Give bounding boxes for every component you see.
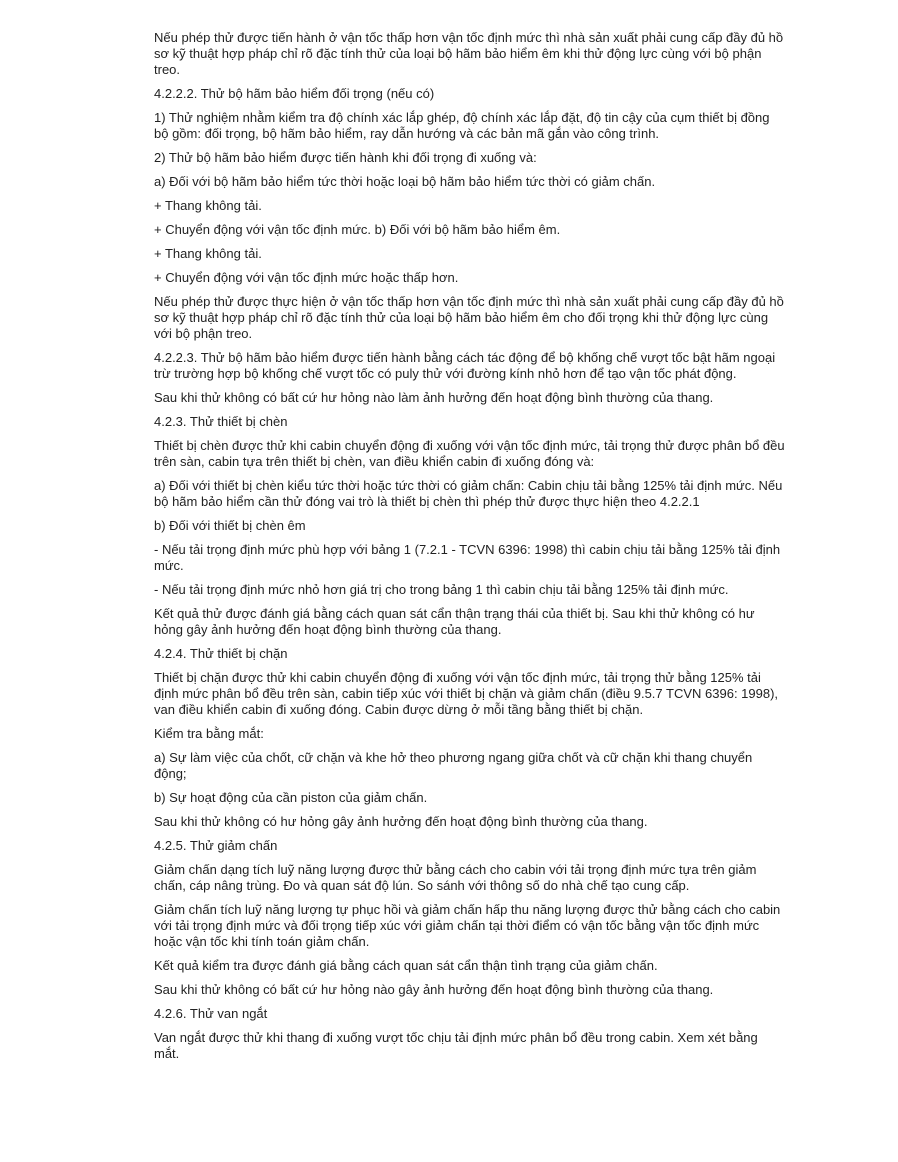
paragraph: Sau khi thử không có bất cứ hư hỏng nào gây ảnh hưởng đến hoạt động bình thường của thang. — [154, 982, 714, 997]
list-item: + Chuyển động với vận tốc định mức hoặc thấp hơn. — [154, 270, 459, 285]
list-item: + Thang không tải. — [154, 198, 262, 213]
paragraph: Nếu phép thử được thực hiện ở vận tốc thấp hơn vận tốc định mức thì nhà sản xuất phải cung cấp đầy đủ hồ sơ kỹ thuật hợp pháp chỉ rõ đặc tính thử của loại bộ hãm bảo hiểm êm cho đối trọng khi thử động lực cùng với bộ phận treo. — [154, 294, 784, 341]
list-item: a) Sự làm việc của chốt, cữ chặn và khe hở theo phương ngang giữa chốt và cữ chặn khi thang chuyển động; — [154, 750, 753, 781]
paragraph: Giảm chấn dạng tích luỹ năng lượng được thử bằng cách cho cabin với tải trọng định mức tựa trên giảm chấn, cáp nâng trùng. Đo và quan sát độ lún. So sánh với thông số do nhà chế tạo cung cấp. — [154, 862, 757, 893]
list-item: a) Đối với thiết bị chèn kiểu tức thời hoặc tức thời có giảm chấn: Cabin chịu tải bằng 125% tải định mức. Nếu bộ hãm bảo hiểm cần thử đóng vai trò là thiết bị chèn thì phép thử được thực hiện theo 4.2.2.1 — [154, 478, 783, 509]
section-heading: 4.2.5. Thử giảm chấn — [154, 838, 278, 853]
document-page — [154, 30, 786, 1070]
paragraph: 4.2.2.3. Thử bộ hãm bảo hiểm được tiến hành bằng cách tác động để bộ khống chế vượt tốc bật hãm ngoại trừ trường hợp bộ khống chế vượt tốc có puly thử với đường kính nhỏ hơn để tạo vận tốc phát động. — [154, 350, 776, 381]
list-item: b) Sự hoạt động của cần piston của giảm chấn. — [154, 790, 428, 805]
section-heading: 4.2.4. Thử thiết bị chặn — [154, 646, 288, 661]
paragraph: Nếu phép thử được tiến hành ở vận tốc thấp hơn vận tốc định mức thì nhà sản xuất phải cung cấp đầy đủ hồ sơ kỹ thuật hợp pháp chỉ rõ đặc tính thử của loại bộ hãm bảo hiểm êm khi thử động lực cùng với bộ phận treo. — [154, 30, 784, 77]
list-item: a) Đối với bộ hãm bảo hiểm tức thời hoặc loại bộ hãm bảo hiểm tức thời có giảm chấn. — [154, 174, 656, 189]
paragraph: Sau khi thử không có bất cứ hư hỏng nào làm ảnh hưởng đến hoạt động bình thường của thang. — [154, 390, 714, 405]
list-item: - Nếu tải trọng định mức nhỏ hơn giá trị cho trong bảng 1 thì cabin chịu tải bằng 125% tải định mức. — [154, 582, 729, 597]
list-item: + Thang không tải. — [154, 246, 262, 261]
paragraph: Kết quả thử được đánh giá bằng cách quan sát cẩn thận trạng thái của thiết bị. Sau khi thử không có hư hỏng gây ảnh hưởng đến hoạt động bình thường của thang. — [154, 606, 755, 637]
section-heading: 4.2.6. Thử van ngắt — [154, 1006, 268, 1021]
paragraph: Van ngắt được thử khi thang đi xuống vượt tốc chịu tải định mức phân bổ đều trong cabin. Xem xét bằng mắt. — [154, 1030, 758, 1061]
paragraph: 1) Thử nghiệm nhằm kiểm tra độ chính xác lắp ghép, độ chính xác lắp đặt, độ tin cậy của cụm thiết bị đồng bộ gồm: đối trọng, bộ hãm bảo hiểm, ray dẫn hướng và các bản mã gắn vào công trình. — [154, 110, 770, 141]
list-item: - Nếu tải trọng định mức phù hợp với bảng 1 (7.2.1 - TCVN 6396: 1998) thì cabin chịu tải bằng 125% tải định mức. — [154, 542, 781, 573]
paragraph: Kiểm tra bằng mắt: — [154, 726, 264, 741]
section-heading: 4.2.2.2. Thử bộ hãm bảo hiểm đối trọng (nếu có) — [154, 86, 435, 101]
list-item: + Chuyển động với vận tốc định mức. b) Đối với bộ hãm bảo hiểm êm. — [154, 222, 561, 237]
paragraph: Kết quả kiểm tra được đánh giá bằng cách quan sát cẩn thận tình trạng của giảm chấn. — [154, 958, 658, 973]
paragraph: Thiết bị chặn được thử khi cabin chuyển động đi xuống với vận tốc định mức, tải trọng thử bằng 125% tải định mức phân bổ đều trên sàn, cabin tiếp xúc với thiết bị chặn và giảm chấn (điều 9.5.7 TCVN 6396: 1998), van điều khiển cabin đi xuống đóng. Cabin được dừng ở mỗi tầng bằng thiết bị chặn. — [154, 670, 779, 717]
paragraph: 2) Thử bộ hãm bảo hiểm được tiến hành khi đối trọng đi xuống và: — [154, 150, 537, 165]
paragraph: Sau khi thử không có hư hỏng gây ảnh hưởng đến hoạt động bình thường của thang. — [154, 814, 648, 829]
section-heading: 4.2.3. Thử thiết bị chèn — [154, 414, 288, 429]
list-item: b) Đối với thiết bị chèn êm — [154, 518, 306, 533]
paragraph: Giảm chấn tích luỹ năng lượng tự phục hồi và giảm chấn hấp thu năng lượng được thử bằng cách cho cabin với tải trọng định mức và đối trọng tiếp xúc với giảm chấn tại thời điểm có vận tốc bằng vận tốc định mức hoặc vận tốc khi tính toán giảm chấn. — [154, 902, 781, 949]
paragraph: Thiết bị chèn được thử khi cabin chuyển động đi xuống với vận tốc định mức, tải trọng thử được phân bổ đều trên sàn, cabin tựa trên thiết bị chèn, van điều khiển cabin đi xuống đóng và: — [154, 438, 785, 469]
